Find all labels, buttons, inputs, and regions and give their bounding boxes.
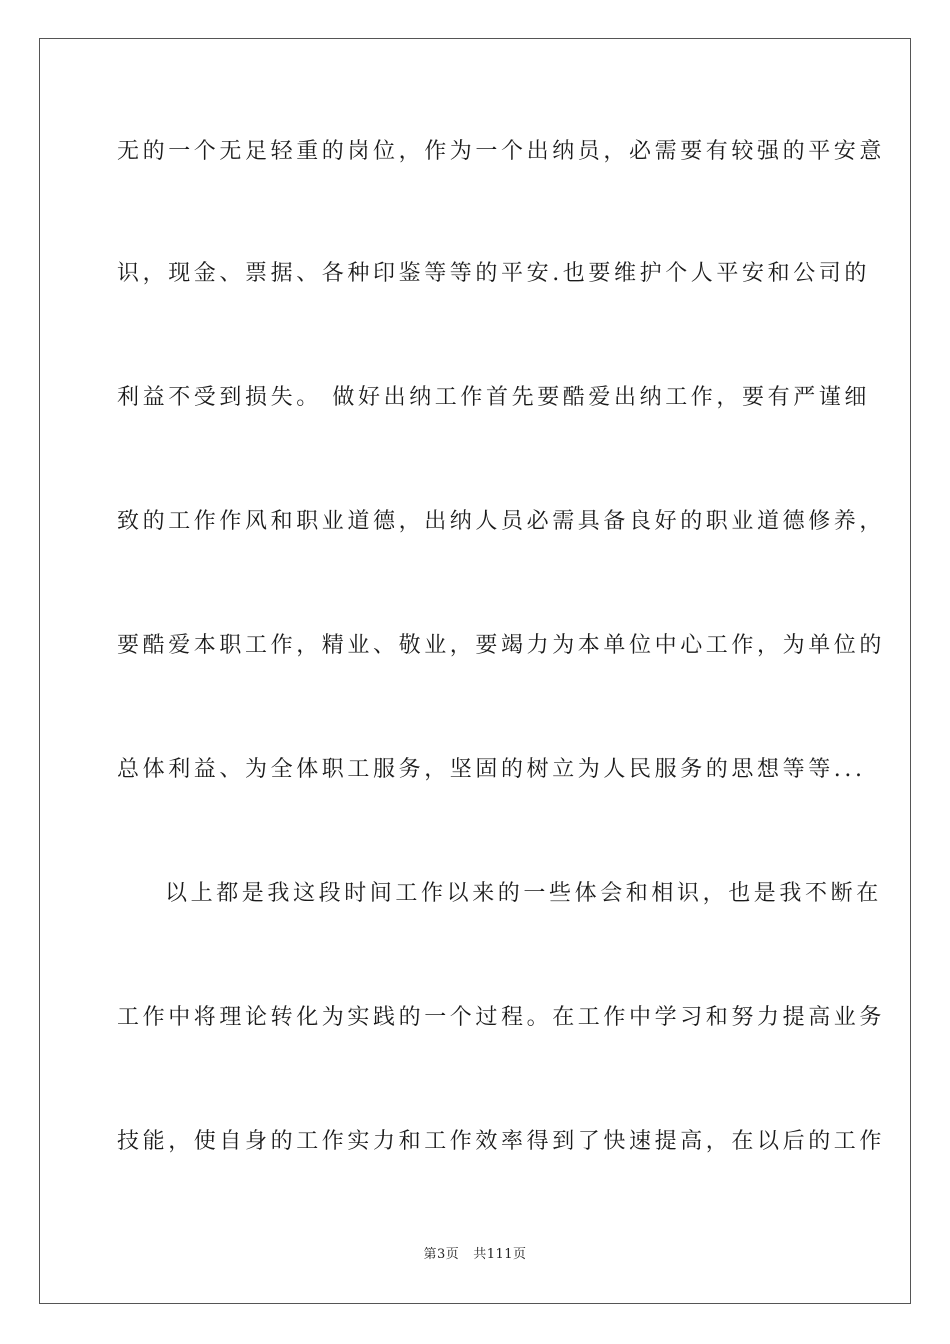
page-total: 共111页 <box>473 1247 527 1262</box>
body-text-line-1: 无的一个无足轻重的岗位，作为一个出纳员，必需要有较强的平安意 <box>117 139 886 164</box>
body-text-line-8: 工作中将理论转化为实践的一个过程。在工作中学习和努力提高业务 <box>117 1005 886 1030</box>
page-number: 第3页 <box>423 1247 460 1262</box>
page-footer <box>0 1246 950 1264</box>
page-border <box>39 38 911 1304</box>
body-text-line-5: 要酷爱本职工作，精业、敬业，要竭力为本单位中心工作，为单位的 <box>117 633 886 658</box>
body-text-line-4: 致的工作作风和职业道德，出纳人员必需具备良好的职业道德修养， <box>117 509 886 534</box>
body-text-line-7-paragraph-start: 以上都是我这段时间工作以来的一些体会和相识，也是我不断在 <box>165 881 882 906</box>
body-text-line-6: 总体利益、为全体职工服务，坚固的树立为人民服务的思想等等... <box>117 757 866 782</box>
body-text-line-3: 利益不受到损失。 做好出纳工作首先要酷爱出纳工作，要有严谨细 <box>117 385 870 410</box>
body-text-line-2: 识，现金、票据、各种印鉴等等的平安.也要维护个人平安和公司的 <box>117 261 870 286</box>
body-text-line-9: 技能，使自身的工作实力和工作效率得到了快速提高，在以后的工作 <box>117 1129 886 1154</box>
